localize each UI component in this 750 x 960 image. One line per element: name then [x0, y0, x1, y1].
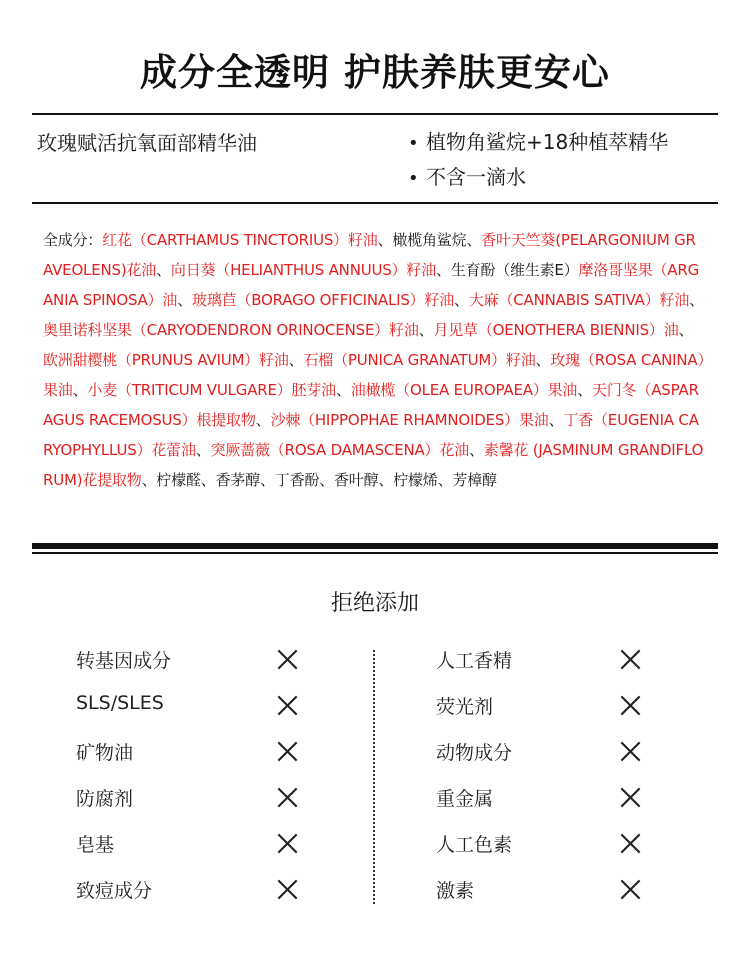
ingredient-text: 、 [689, 291, 704, 309]
feature-label: 植物角鲨烷+18种植萃精华 [426, 130, 669, 154]
rejected-item-label: 人工色素 [436, 834, 513, 856]
ingredient-text: 全成分： [43, 231, 103, 249]
x-icon [620, 787, 641, 808]
rejected-item-label: 动物成分 [436, 742, 513, 764]
x-icon [277, 833, 298, 854]
feature-item [408, 162, 668, 197]
rejected-item [76, 873, 316, 919]
rejected-item [76, 781, 316, 827]
rejected-list-right [436, 643, 676, 919]
rejected-item-label: 防腐剂 [76, 788, 134, 810]
rejected-item [436, 873, 676, 919]
rejected-item [436, 735, 676, 781]
ingredient-highlight: 丁香（EUGENIA CARYOPHYLLUS）花蕾油 [43, 411, 699, 459]
ingredient-text: 、 [255, 411, 271, 429]
ingredient-text: 、 [195, 441, 211, 459]
ingredient-highlight: 月见草（OENOTHERA BIENNIS）油 [433, 321, 679, 339]
x-icon [277, 787, 298, 808]
ingredient-text: 、柠檬醛、香茅醇、丁香酚、香叶醇、柠檬烯、芳樟醇 [141, 471, 497, 489]
ingredient-text: 、 [468, 441, 484, 459]
rejected-item-label: 皂基 [76, 834, 115, 856]
ingredient-text: 、 [535, 351, 551, 369]
page-title: 成分全透明 护肤养肤更安心 [140, 51, 610, 94]
dotted-divider [373, 650, 375, 904]
ingredient-highlight: 大麻（CANNABIS SATIVA）籽油 [468, 291, 690, 309]
rejected-item [76, 735, 316, 781]
rejected-item-label: 转基因成分 [76, 650, 172, 672]
rejected-item [76, 827, 316, 873]
ingredient-highlight: 奥里诺科坚果（CARYODENDRON ORINOCENSE）籽油 [43, 321, 419, 339]
ingredient-highlight: 红花（CARTHAMUS TINCTORIUS）籽油 [102, 231, 378, 249]
x-icon [277, 879, 298, 900]
ingredient-text: 、 [72, 381, 88, 399]
x-icon [277, 649, 298, 670]
x-icon [620, 741, 641, 762]
ingredient-text: 、 [454, 291, 469, 309]
ingredient-highlight: 小麦（TRITICUM VULGARE）胚芽油 [87, 381, 336, 399]
ingredient-text: 、 [678, 321, 694, 339]
rejected-list-left [76, 643, 316, 919]
rejected-item [436, 827, 676, 873]
rejected-item [436, 689, 676, 735]
ingredient-highlight: 油橄榄（OLEA EUROPAEA）果油 [350, 381, 578, 399]
middle-divider [32, 202, 718, 204]
ingredient-highlight: 向日葵（HELIANTHUS ANNUUS）籽油 [170, 261, 437, 279]
rejected-item-label: 矿物油 [76, 742, 134, 764]
ingredient-text: 、 [177, 291, 193, 309]
bullet-icon: • [408, 168, 419, 189]
feature-list [408, 127, 668, 197]
ingredient-text: 、 [335, 381, 351, 399]
ingredients-list [43, 225, 705, 495]
ingredient-highlight: 沙棘（HIPPOPHAE RHAMNOIDES）果油 [270, 411, 549, 429]
rejected-item [436, 643, 676, 689]
rejected-item-label: 荧光剂 [436, 696, 494, 718]
ingredient-text: 、 [577, 381, 593, 399]
ingredient-highlight: 素馨花 (JASMINUM GRANDIFLORUM)花提取物 [43, 441, 704, 489]
feature-label: 不含一滴水 [426, 165, 526, 189]
product-name: 玫瑰赋活抗氧面部精华油 [37, 131, 257, 155]
ingredient-highlight: 玻璃苣（BORAGO OFFICINALIS）籽油 [192, 291, 455, 309]
rejected-item-label: 激素 [436, 880, 475, 902]
ingredient-highlight: 香叶天竺葵(PELARGONIUM GRAVEOLENS)花油 [43, 231, 696, 279]
rejected-item-label: 致痘成分 [76, 880, 153, 902]
rejected-item-label: 重金属 [436, 788, 494, 810]
ingredient-highlight: 天门冬（ASPARAGUS RACEMOSUS）根提取物 [43, 381, 699, 429]
ingredient-highlight: 玫瑰（ROSA CANINA）果油 [43, 351, 705, 399]
ingredient-text: 、橄榄角鲨烷、 [377, 231, 482, 249]
ingredient-text: 、 [288, 351, 304, 369]
top-divider [32, 113, 718, 115]
ingredient-text: 、 [156, 261, 171, 279]
x-icon [277, 741, 298, 762]
ingredient-highlight: 突厥蔷薇（ROSA DAMASCENA）花油 [210, 441, 469, 459]
x-icon [620, 879, 641, 900]
ingredient-highlight: 摩洛哥坚果（ARGANIA SPINOSA）油 [43, 261, 700, 309]
thick-divider [32, 543, 718, 549]
x-icon [620, 833, 641, 854]
rejected-item-label: SLS/SLES [76, 692, 164, 714]
rejected-item [76, 689, 316, 735]
feature-item [408, 127, 668, 162]
rejected-item-label: 人工香精 [436, 650, 513, 672]
ingredient-highlight: 石榴（PUNICA GRANATUM）籽油 [303, 351, 536, 369]
rejected-item [436, 781, 676, 827]
ingredient-highlight: 欧洲甜樱桃（PRUNUS AVIUM）籽油 [43, 351, 289, 369]
ingredient-text: 、生育酚（维生素E） [436, 261, 579, 279]
bullet-icon: • [408, 133, 419, 154]
rejected-item [76, 643, 316, 689]
x-icon [620, 649, 641, 670]
x-icon [277, 695, 298, 716]
reject-section-title: 拒绝添加 [330, 591, 419, 616]
ingredient-text: 、 [418, 321, 434, 339]
ingredient-text: 、 [548, 411, 564, 429]
thin-divider [32, 552, 718, 554]
x-icon [620, 695, 641, 716]
